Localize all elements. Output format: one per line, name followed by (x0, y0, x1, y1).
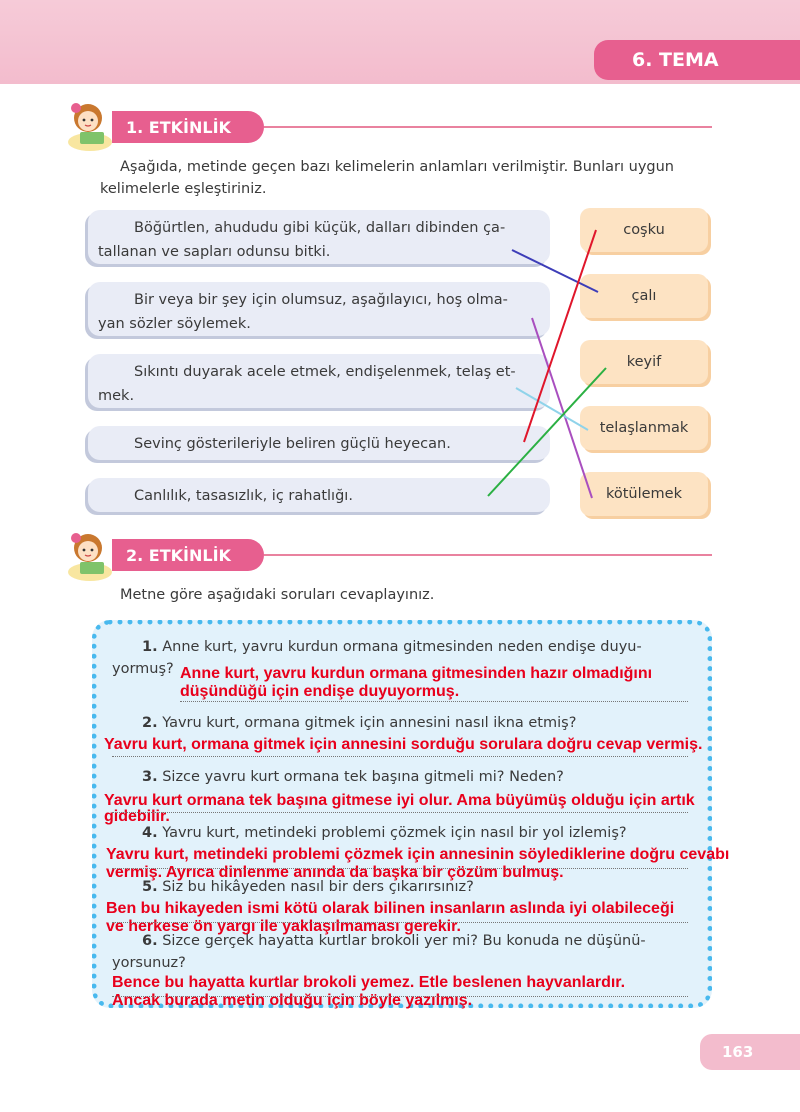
word-box[interactable]: kötülemek (580, 472, 708, 516)
answer-5-line1[interactable]: Ben bu hikayeden ismi kötü olarak bilinen insanların aslında iyi olabileceği (106, 900, 675, 917)
activity2-title: 2. ETKİNLİK (112, 539, 264, 571)
instruction-line1: Aşağıda, metinde geçen bazı kelimelerin anlamları verilmiştir. Bunları uygun (120, 159, 674, 175)
question-2 (112, 712, 702, 734)
activity2-instruction: Metne göre aşağıdaki soruları cevaplayınız. (120, 587, 435, 603)
question-text: yorsunuz? (112, 955, 186, 971)
answer-1-line2[interactable]: düşündüğü için endişe duyuyormuş. (180, 683, 460, 700)
page-number: 163 (700, 1034, 800, 1070)
answer-6-line1[interactable]: Bence bu hayatta kurtlar brokoli yemez. Etle beslenen hayvanlardır. (112, 974, 626, 991)
answer-6-line2[interactable]: Ancak burada metin olduğu için böyle yazılmış. (112, 992, 473, 1009)
answer-line (112, 996, 688, 997)
match-line (488, 368, 606, 496)
word-box[interactable]: coşku (580, 208, 708, 252)
definition-text: Canlılık, tasasızlık, iç rahatlığı. (134, 488, 353, 504)
match-line (532, 318, 592, 498)
answer-1-line1[interactable]: Anne kurt, yavru kurdun ormana gitmesinden hazır olmadığını (180, 665, 653, 682)
match-line (512, 250, 598, 292)
definition-text: Böğürtlen, ahududu gibi küçük, dalları dibinden ça- (134, 220, 506, 236)
definition-text: tallanan ve sapları odunsu bitki. (98, 244, 331, 260)
answer-2-line1[interactable]: Yavru kurt, ormana gitmek için annesini sorduğu sorulara doğru cevap vermiş. (104, 736, 703, 753)
word-box[interactable]: çalı (580, 274, 708, 318)
definition-text: yan sözler söylemek. (98, 316, 251, 332)
question-number: 4. (142, 825, 158, 841)
definition-text: Sıkıntı duyarak acele etmek, endişelenmek, telaş et- (134, 364, 516, 380)
question-number: 2. (142, 715, 158, 731)
answer-line (112, 812, 688, 813)
answer-3-line1[interactable]: Yavru kurt ormana tek başına gitmese iyi olur. Ama büyümüş olduğu için artık (104, 792, 695, 809)
question-text: Yavru kurt, metindeki problemi çözmek için nasıl bir yol izlemiş? (157, 825, 627, 841)
definition-text: Sevinç gösterileriyle beliren güçlü heyecan. (134, 436, 451, 452)
question-5 (112, 876, 702, 898)
question-text: Siz bu hikâyeden nasıl bir ders çıkarırsınız? (157, 879, 474, 895)
question-number: 3. (142, 769, 158, 785)
instruction-line2: kelimelerle eşleştiriniz. (100, 181, 267, 197)
activity2-divider (264, 554, 712, 556)
definition-text: Bir veya bir şey için olumsuz, aşağılayıcı, hoş olma- (134, 292, 508, 308)
definition-text: mek. (98, 388, 135, 404)
activity1-title: 1. ETKİNLİK (112, 111, 264, 143)
question-text: Yavru kurt, ormana gitmek için annesini nasıl ikna etmiş? (157, 715, 577, 731)
question-number: 6. (142, 933, 158, 949)
question-text: Anne kurt, yavru kurdun ormana gitmesinden neden endişe duyu- (157, 639, 642, 655)
answer-line (180, 701, 688, 702)
question-6 (112, 930, 702, 974)
question-number: 1. (142, 639, 158, 655)
word-box[interactable]: telaşlanmak (580, 406, 708, 450)
answer-5-line2[interactable]: ve herkese ön yargı ile yaklaşılmaması gerekir. (106, 918, 461, 935)
theme-label: 6. TEMA (594, 40, 800, 80)
answer-4-line1[interactable]: Yavru kurt, metindeki problemi çözmek için annesinin söylediklerine doğru cevabı (106, 846, 730, 863)
answer-3-line2[interactable]: gidebilir. (104, 808, 170, 825)
girl-reading-icon (62, 526, 118, 582)
answer-line (112, 756, 688, 757)
question-4 (112, 822, 702, 844)
word-box[interactable]: keyif (580, 340, 708, 384)
match-line (516, 388, 588, 430)
question-text: yormuş? (112, 661, 174, 677)
question-text: Sizce yavru kurt ormana tek başına gitmeli mi? Neden? (157, 769, 564, 785)
question-number: 5. (142, 879, 158, 895)
question-3 (112, 766, 702, 788)
answer-4-line2[interactable]: vermiş. Ayrıca dinlenme anında da başka bir çözüm bulmuş. (106, 864, 564, 881)
answer-line (112, 868, 688, 869)
answer-line (112, 922, 688, 923)
question-text: Sizce gerçek hayatta kurtlar brokoli yer mi? Bu konuda ne düşünü- (157, 933, 646, 949)
